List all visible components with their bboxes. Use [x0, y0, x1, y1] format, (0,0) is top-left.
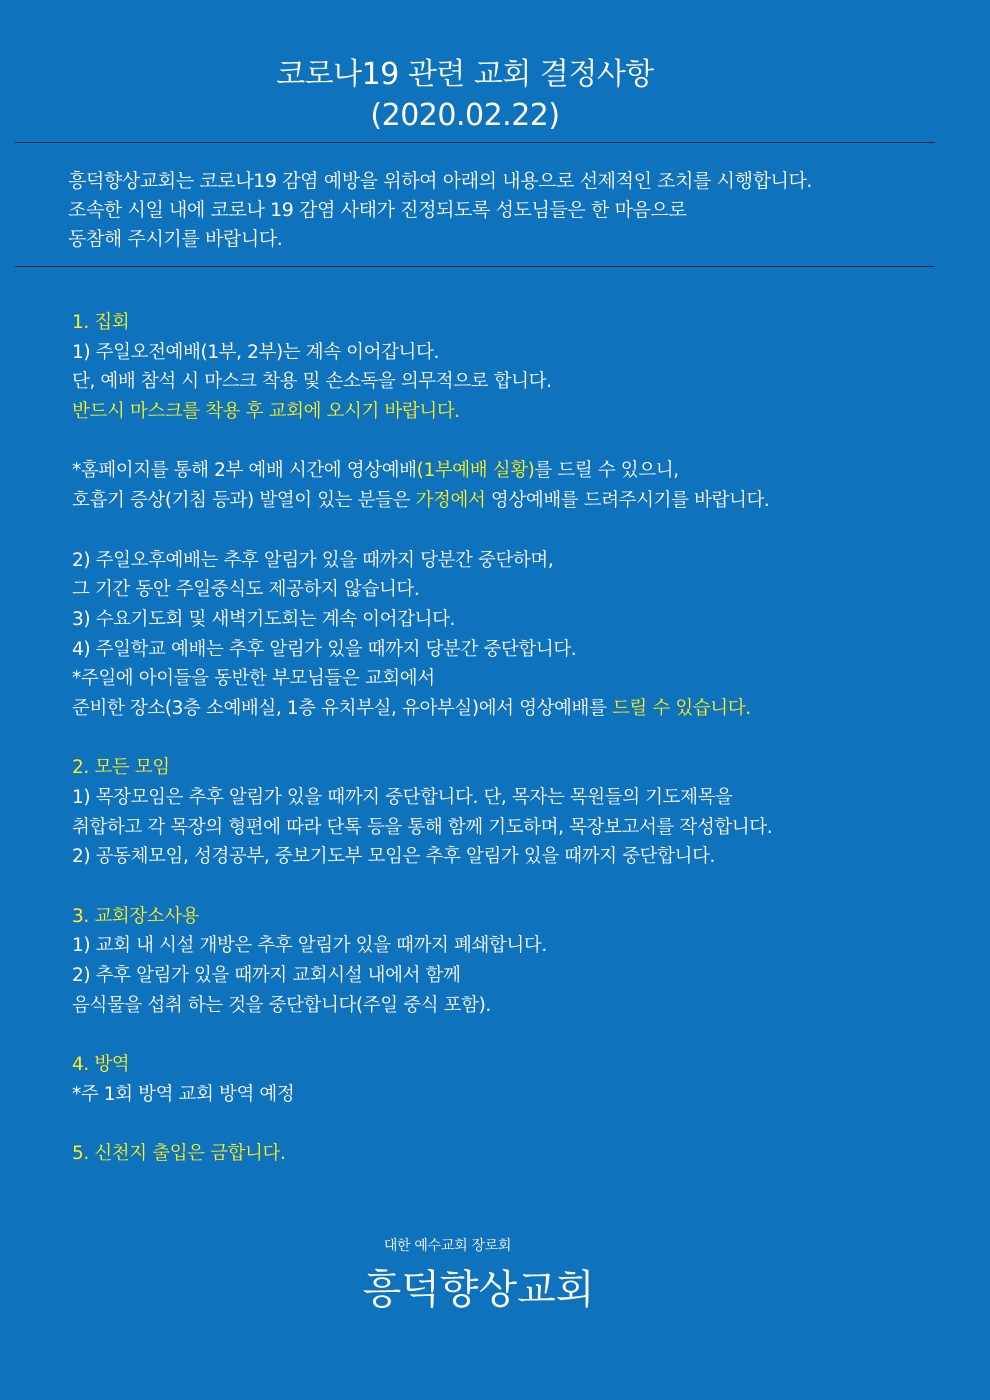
spacer	[72, 724, 972, 754]
intro-line: 조속한 시일 내에 코로나 19 감염 사태가 진정되도록 성도님들은 한 마음으로	[68, 199, 687, 221]
section-line: 음식물을 섭취 하는 것을 중단합니다(주일 중식 포함).	[72, 994, 491, 1016]
section-line	[72, 486, 972, 516]
decision-list	[72, 308, 972, 1169]
intro-paragraph	[68, 167, 968, 254]
section-line: 4) 주일학교 예배는 추후 알림가 있을 때까지 당분간 중단합니다.	[72, 638, 577, 660]
section-line: 3) 수요기도회 및 새벽기도회는 계속 이어갑니다.	[72, 608, 456, 630]
highlight-span: (1부예배 실황)	[416, 460, 535, 482]
intro-line: 동참해 주시기를 바랍니다.	[68, 228, 283, 250]
section-heading-shincheonji: 5. 신천지 출입은 금합니다.	[72, 1143, 286, 1165]
spacer	[72, 427, 972, 457]
section-line: 단, 예배 참석 시 마스크 착용 및 손소독을 의무적으로 합니다.	[72, 371, 552, 393]
section-line: 2) 공동체모임, 성경공부, 중보기도부 모임은 추후 알림가 있을 때까지 중단합니다.	[72, 846, 716, 868]
spacer	[72, 1021, 972, 1051]
section-heading-facility-use: 3. 교회장소사용	[72, 905, 200, 927]
spacer	[72, 516, 972, 546]
section-line	[72, 456, 972, 486]
section-line: *주 1회 방역 교회 방역 예정	[72, 1083, 295, 1105]
section-line: 2) 주일오후예배는 추후 알림가 있을 때까지 당분간 중단하며,	[72, 549, 554, 571]
page-date: (2020.02.22)	[370, 98, 560, 133]
section-line	[72, 694, 972, 724]
top-divider	[15, 142, 935, 143]
spacer	[72, 1110, 972, 1140]
section-line: 그 기간 동안 주일중식도 제공하지 않습니다.	[72, 579, 420, 601]
bottom-divider	[15, 266, 935, 267]
text-span: 호흡기 증상(기침 등과) 발열이 있는 분들은	[72, 490, 416, 512]
section-line: *주일에 아이들을 동반한 부모님들은 교회에서	[72, 668, 435, 690]
section-line: 1) 목장모임은 추후 알림가 있을 때까지 중단합니다. 단, 목자는 목원들의 기도제목을	[72, 787, 733, 808]
mask-notice: 반드시 마스크를 착용 후 교회에 오시기 바랍니다.	[72, 401, 460, 423]
text-span: 준비한 장소(3층 소예배실, 1층 유치부실, 유아부실)에서 영상예배를	[72, 697, 612, 719]
section-line: 1) 교회 내 시설 개방은 추후 알림가 있을 때까지 폐쇄합니다.	[72, 935, 547, 957]
section-heading-gathering: 1. 집회	[72, 312, 130, 333]
text-span: 를 드릴 수 있으니,	[534, 460, 679, 482]
section-line: 2) 추후 알림가 있을 때까지 교회시설 내에서 함께	[72, 965, 461, 987]
page-title: 코로나19 관련 교회 결정사항	[276, 57, 654, 92]
section-heading-meetings: 2. 모든 모임	[72, 757, 170, 779]
text-span: *홈페이지를 통해 2부 예배 시간에 영상예배	[72, 460, 417, 482]
section-line: 1) 주일오전예배(1부, 2부)는 계속 이어갑니다.	[72, 341, 439, 363]
text-span: 영상예배를 드려주시기를 바랍니다.	[485, 490, 770, 512]
section-line: 취합하고 각 목장의 형편에 따라 단톡 등을 통해 함께 기도하며, 목장보고서를 작성합니다.	[72, 816, 773, 838]
highlight-span: 드릴 수 있습니다.	[611, 697, 751, 719]
highlight-span: 가정에서	[415, 490, 486, 512]
church-name: 흥덕향상교회	[362, 1267, 595, 1313]
denomination-label: 대한 예수교회 장로회	[383, 1238, 512, 1254]
section-heading-disinfection: 4. 방역	[72, 1054, 130, 1076]
spacer	[72, 872, 972, 902]
intro-line: 흥덕향상교회는 코로나19 감염 예방을 위하여 아래의 내용으로 선제적인 조치를 시행합니다.	[68, 170, 813, 192]
